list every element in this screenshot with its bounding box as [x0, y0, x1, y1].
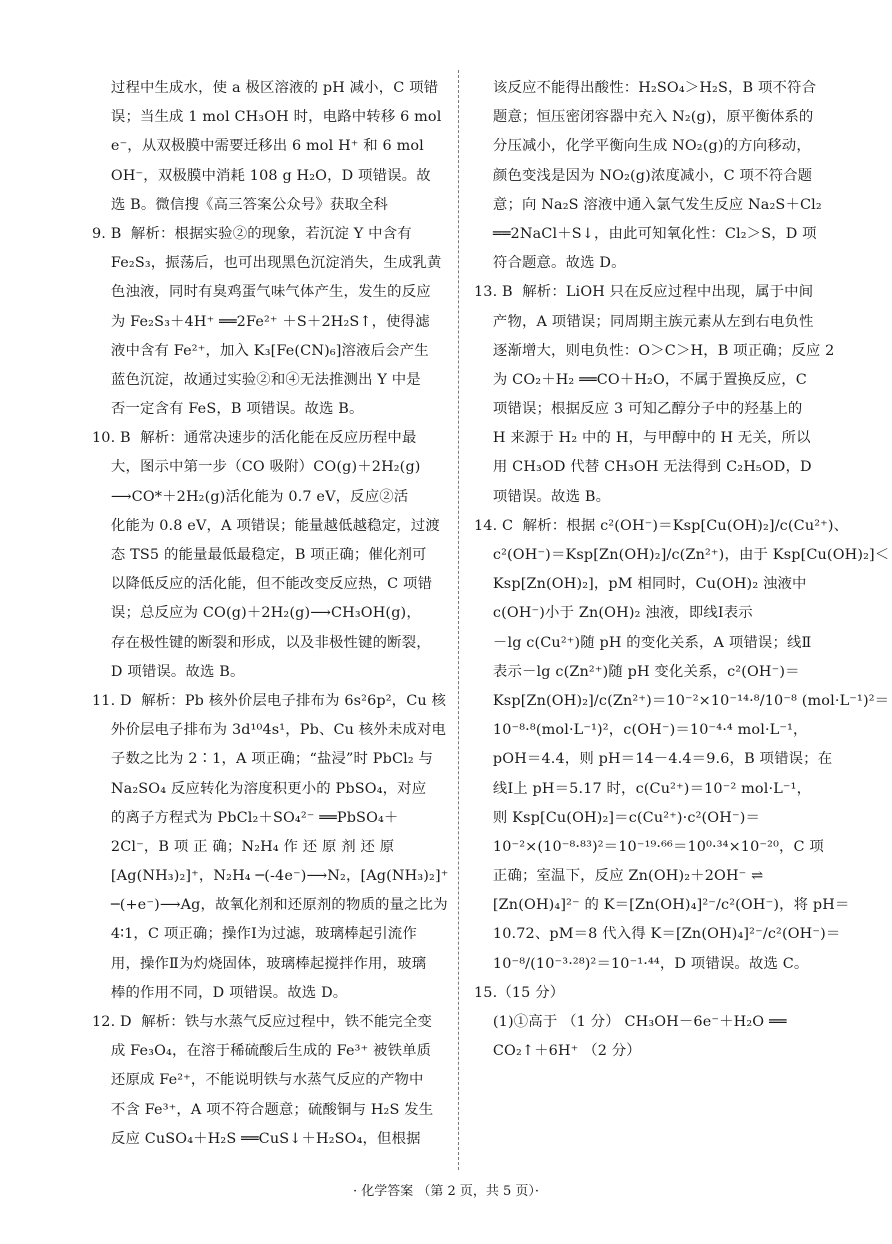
text-line: 该反应不能得出酸性：H₂SO₄＞H₂S，B 项不符合 [474, 80, 817, 96]
text-line: ⟶CO*＋2H₂(g)活化能为 0.7 eV，反应②活 [92, 488, 409, 505]
text-line: 15.（15 分） [474, 984, 565, 1001]
text-line: Fe₂S₃，振荡后，也可出现黑色沉淀消失，生成乳黄 [92, 255, 442, 272]
text-line: 存在极性键的断裂和形成，以及非极性键的断裂， [92, 634, 431, 651]
text-line: pOH＝4.4，则 pH＝14－4.4＝9.6，B 项错误；在 [474, 751, 833, 768]
text-line: 大，图示中第一步（CO 吸附）CO(g)＋2H₂(g) [92, 459, 421, 476]
text-line: 线Ⅰ上 pH＝5.17 时，c(Cu²⁺)＝10⁻² mol·L⁻¹， [474, 780, 812, 797]
text-line: 棒的作用不同，D 项错误。故选 D。 [92, 984, 348, 1001]
text-line: 误；总反应为 CO(g)＋2H₂(g)⟶CH₃OH(g)， [92, 605, 421, 622]
text-line: 符合题意。故选 D。 [474, 255, 626, 272]
text-line: 不含 Fe³⁺，A 项不符合题意；硫酸铜与 H₂S 发生 [92, 1101, 434, 1118]
text-line: 反应 CuSO₄＋H₂S ══CuS↓＋H₂SO₄，但根据 [92, 1130, 421, 1147]
text-line: 10.72、pM＝8 代入得 K＝[Zn(OH)₄]²⁻/c²(OH⁻)＝ [474, 926, 841, 943]
text-line: 10⁻⁸·⁸(mol·L⁻¹)²，c(OH⁻)＝10⁻⁴·⁴ mol·L⁻¹， [474, 722, 808, 739]
text-line: OH⁻，双极膜中消耗 108 g H₂O，D 项错误。故 [92, 167, 431, 184]
text-line: c(OH⁻)小于 Zn(OH)₂ 浊液，即线Ⅰ表示 [474, 605, 753, 622]
text-line: e⁻，从双极膜中需要迁移出 6 mol H⁺ 和 6 mol [92, 138, 424, 155]
text-line: 化能为 0.8 eV，A 项错误；能量越低越稳定，过渡 [92, 517, 440, 534]
text-line: 成 Fe₃O₄，在溶于稀硫酸后生成的 Fe³⁺ 被铁单质 [92, 1043, 432, 1060]
text-line: 项错误；根据反应 3 可知乙醇分子中的羟基上的 [474, 401, 803, 418]
text-line: 蓝色沉淀，故通过实验②和④无法推测出 Y 中是 [92, 371, 421, 388]
text-line: [Zn(OH)₄]²⁻ 的 K＝[Zn(OH)₄]²⁻/c²(OH⁻)，将 pH＝ [474, 897, 850, 914]
text-line: 10⁻⁸/(10⁻³·²⁸)²＝10⁻¹·⁴⁴，D 项错误。故选 C。 [474, 955, 809, 972]
text-line: CO₂↑＋6H⁺ （2 分） [474, 1043, 641, 1060]
text-line: 为 Fe₂S₃＋4H⁺ ══2Fe²⁺ ＋S＋2H₂S↑，使得滤 [92, 313, 430, 330]
text-line: 13. B 解析：LiOH 只在反应过程中出现，属于中间 [474, 284, 814, 301]
text-line: Na₂SO₄ 反应转化为溶度积更小的 PbSO₄，对应 [92, 780, 427, 797]
text-line: 14. C 解析：根据 c²(OH⁻)＝Ksp[Cu(OH)₂]/c(Cu²⁺)、 [474, 517, 849, 534]
text-line: 液中含有 Fe²⁺，加入 K₃[Fe(CN)₆]溶液后会产生 [92, 342, 429, 359]
text-line: 色浊液，同时有臭鸡蛋气味气体产生，发生的反应 [92, 284, 431, 301]
text-line: 2Cl⁻，B 项 正 确；N₂H₄ 作 还 原 剂 还 原 [92, 838, 395, 855]
text-line: ══2NaCl＋S↓，由此可知氧化性：Cl₂＞S，D 项 [474, 225, 817, 242]
text-line: 态 TS5 的能量最低最稳定，B 项正确；催化剂可 [92, 547, 427, 563]
text-line: 的离子方程式为 PbCl₂＋SO₄²⁻ ══PbSO₄＋ [92, 809, 399, 826]
page-footer: · 化学答案 （第 2 页，共 5 页）· [352, 1184, 540, 1199]
text-line: 12. D 解析：铁与水蒸气反应过程中，铁不能完全变 [92, 1014, 433, 1030]
text-line: 过程中生成水，使 a 极区溶液的 pH 减小，C 项错 [92, 80, 439, 96]
text-line: 10⁻²×(10⁻⁸·⁸³)²＝10⁻¹⁹·⁶⁶＝10⁰·³⁴×10⁻²⁰，C 项 [474, 838, 824, 855]
text-line: Ksp[Zn(OH)₂]/c(Zn²⁺)＝10⁻²×10⁻¹⁴·⁸/10⁻⁸ (mol·L⁻¹)²＝ [474, 692, 890, 709]
text-line: 题意；恒压密闭容器中充入 N₂(g)，原平衡体系的 [474, 109, 814, 126]
text-line: 分压减小，化学平衡向生成 NO₂(g)的方向移动， [474, 138, 811, 155]
text-line: 正确；室温下，反应 Zn(OH)₂＋2OH⁻ ⇌ [474, 868, 764, 885]
text-line: 项错误。故选 B。 [474, 488, 611, 505]
text-line: 子数之比为 2∶1，A 项正确；“盐浸”时 PbCl₂ 与 [92, 751, 434, 768]
text-line: 4∶1，C 项正确；操作Ⅰ为过滤，玻璃棒起引流作 [92, 926, 417, 943]
right-column [474, 74, 890, 1066]
text-line: 颜色变浅是因为 NO₂(g)浓度减小，C 项不符合题 [474, 167, 813, 184]
text-line: 逐渐增大，则电负性：O＞C＞H，B 项正确；反应 2 [474, 342, 835, 359]
text-line: [Ag(NH₃)₂]⁺，N₂H₄ ─(-4e⁻)⟶N₂，[Ag(NH₃)₂]⁺ [92, 868, 449, 885]
text-line: H 来源于 H₂ 中的 H，与甲醇中的 H 无关，所以 [474, 430, 811, 447]
text-line: 11. D 解析：Pb 核外价层电子排布为 6s²6p²，Cu 核 [92, 692, 447, 709]
text-line: 则 Ksp[Cu(OH)₂]＝c(Cu²⁺)·c²(OH⁻)＝ [474, 809, 761, 826]
text-line: 选 B。微信搜《高三答案公众号》获取全科 [92, 196, 389, 213]
text-line: D 项错误。故选 B。 [92, 663, 245, 680]
text-line: 用，操作Ⅱ为灼烧固体，玻璃棒起搅拌作用，玻璃 [92, 955, 427, 972]
text-line: 用 CH₃OD 代替 CH₃OH 无法得到 C₂H₅OD，D [474, 459, 812, 476]
text-line: 产物，A 项错误；同周期主族元素从左到右电负性 [474, 313, 814, 330]
text-line: Ksp[Zn(OH)₂]，pM 相同时，Cu(OH)₂ 浊液中 [474, 576, 807, 593]
left-column [92, 74, 449, 1154]
text-line: 10. B 解析：通常决速步的活化能在反应历程中最 [92, 430, 417, 447]
text-line: 以降低反应的活化能，但不能改变反应热，C 项错 [92, 576, 433, 593]
text-line: 9. B 解析：根据实验②的现象，若沉淀 Y 中含有 [92, 225, 412, 242]
text-line: 表示－lg c(Zn²⁺)随 pH 变化关系，c²(OH⁻)＝ [474, 663, 800, 680]
text-line: －lg c(Cu²⁺)随 pH 的变化关系，A 项错误；线Ⅱ [474, 634, 812, 651]
text-line: 外价层电子排布为 3d¹⁰4s¹，Pb、Cu 核外未成对电 [92, 722, 447, 739]
text-line: 还原成 Fe²⁺，不能说明铁与水蒸气反应的产物中 [92, 1072, 424, 1089]
text-line: ─(+e⁻)⟶Ag，故氧化剂和还原剂的物质的量之比为 [92, 897, 448, 914]
text-line: c²(OH⁻)＝Ksp[Zn(OH)₂]/c(Zn²⁺)，由于 Ksp[Cu(OH)₂]＜ [474, 547, 890, 563]
text-line: 误；当生成 1 mol CH₃OH 时，电路中转移 6 mol [92, 109, 442, 126]
text-line: 为 CO₂＋H₂ ══CO＋H₂O，不属于置换反应，C [474, 371, 807, 388]
column-divider [458, 70, 459, 1170]
text-line: 意；向 Na₂S 溶液中通入氯气发生反应 Na₂S＋Cl₂ [474, 196, 822, 213]
text-line: 否一定含有 FeS，B 项错误。故选 B。 [92, 401, 364, 418]
text-line: (1)①高于 （1 分） CH₃OH－6e⁻＋H₂O ══ [474, 1014, 787, 1030]
